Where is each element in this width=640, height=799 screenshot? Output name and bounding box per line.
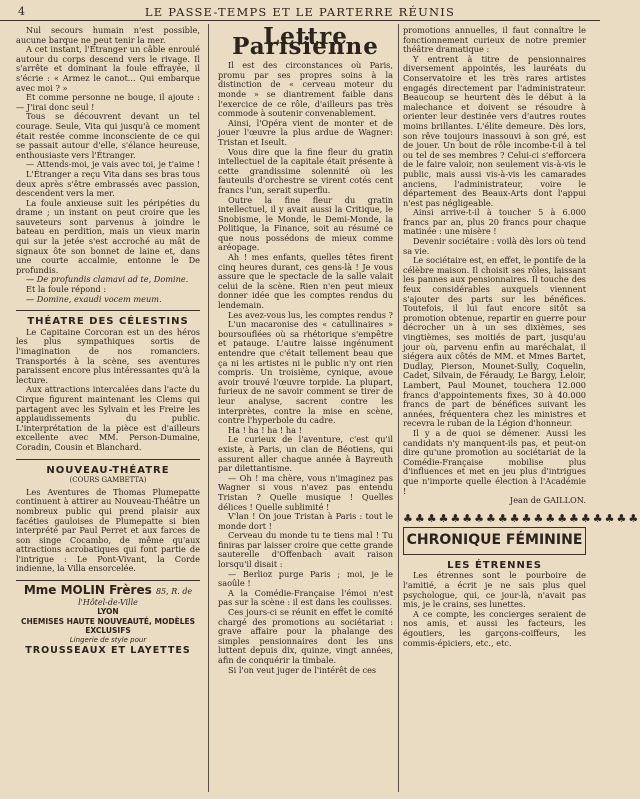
column-divider	[208, 24, 209, 792]
paragraph: Ha ! ha ! ha ! ha !	[228, 424, 302, 435]
paragraph: Si l'on veut juger de l'intérêt de ces	[228, 664, 377, 675]
paragraph: Vous dire que la fine fleur du gratin intellectuel de la capitale était présente à cette grandissime solennité où les fauteuils d'orchestre se virent cotés cent francs l'un, serait superflu.	[218, 146, 393, 195]
paragraph: La foule anxieuse suit les péripéties du drame ; un instant on peut croire que les sauveteurs sont parvenus à joindre le bateau en perdition, mais un vieux marin qui sur la jetée s'est accroché au mât de signaux ôte son bonnet de laine et, dans une courte accalmie, entonne le De profundis.	[16, 197, 200, 275]
paragraph: — Domine, exaudi vocem meum.	[26, 293, 162, 304]
page-number: 4	[18, 5, 25, 18]
paragraph: Y entrent à titre de pensionnaires diversement appointés, les lauréats du Conservatoire et les très rares artistes engagés directement par l'administrateur. Beaucoup se heurtent dès le début à la malechance et doivent se résoudre à orienter leur destinée vers d'autres routes moins brillantes. L'élite demeure. Dès lors, son rêve toujours inassouvi à son gré, est de jouer. Un bout de rôle incombe-t-il à tel ou tel de ses membres ? Celui-ci s'efforcera de le faire valoir, non seulement vis-à-vis le public, mais aussi vis-à-vis les camarades anciens, l'administrateur, voire le département des Beaux-Arts dont l'appui n'est pas négligeable.	[403, 53, 586, 208]
signature: Jean de GAILLON.	[509, 495, 586, 506]
column-divider	[398, 24, 399, 792]
journal-title: LE PASSE-TEMPS ET LE PARTERRE RÉUNIS	[144, 5, 456, 19]
ad-name: Mme MOLIN Frères 85, R. de l'Hôtel-de-Ville	[23, 583, 193, 607]
ad-line: CHEMISES HAUTE NOUVEAUTÉ, MODÈLES EXCLUSIFS	[20, 616, 195, 636]
ad-line: Lingerie de style pour	[69, 636, 147, 645]
paragraph: A la Comédie-Française l'émoi n'est pas sur la scène : il est dans les coulisses.	[218, 587, 393, 608]
paragraph: Les étrennes sont le pourboire de l'amitié, a écrit je ne sais plus quel psychologue, qui, ce jour-là, n'avait pas mis, je le crains, ses lunettes.	[403, 570, 586, 610]
paragraph: V'lan ! On joue Tristan à Paris : tout le monde dort !	[218, 511, 393, 531]
paragraph: — Attends-moi, je vais avec toi, je t'aime !	[26, 159, 201, 170]
paragraph: Ainsi, l'Opéra vient de monter et de jouer l'œuvre la plus ardue de Wagner: Tristan et Iseult.	[218, 117, 393, 147]
section-title-box: CHRONIQUE FÉMININE	[403, 527, 586, 555]
section-rule	[16, 459, 200, 460]
section-heading: NOUVEAU-THÉATRE	[46, 464, 170, 476]
paragraph: Le curieux de l'aventure, c'est qu'il existe, à Paris, un clan de Béotiens, qui assurent aller chaque année à Bayreuth par dilettantisme.	[218, 434, 393, 474]
column-2	[218, 23, 393, 792]
ad-address: 85, R. de l'Hôtel-de-Ville	[78, 587, 193, 607]
paragraph: Et la foule répond :	[26, 284, 107, 295]
paragraph: A ce compte, les concierges seraient de nos amis, et aussi les facteurs, les égoutiers, les garçons-coiffeurs, les commis-épiciers, etc., etc.	[403, 608, 586, 648]
paragraph: Devenir sociétaire : voilà dès lors où tend sa vie.	[403, 236, 586, 256]
column-1	[16, 26, 200, 792]
section-subheading: (COURS GAMBETTA)	[69, 476, 147, 485]
paragraph: Aux attractions intercalées dans l'acte du Cirque figurent maintenant les Clems qui partagent avec les Sylvain et les Freire les applaudissements du public. L'interprétation de la pièce est d'ailleurs excellente avec MM. Person-Dumaine, Coradin, Cousin et Blanchard.	[16, 384, 200, 452]
paragraph: Il y a de quoi se démener. Aussi les candidats n'y manquent-ils pas, et peut-on dire qu'une promotion au sociétariat de la Comédie-Française mobilise plus d'influences et met en jeu plus d'intrigues que n'importe quelle élection à l'Académie !	[403, 427, 586, 496]
paragraph: L'un macaronise des « catullinaires » boursouflées où sa rhétorique s'empêtre et patauge. L'autre laisse ingénument entendre que c'était tellement beau que ça ni les artistes ni le public n'y ont rien compris. Un troisième, cynique, avoue avoir trouvé l'œuvre torpide. La plupart, furieux de ne savoir comment se tirer de leur analyse, sacrent contre les interprètes, contre la mise en scène, contre l'hyperbole du cadre.	[218, 319, 393, 426]
section-heading: THÉATRE DES CÉLESTINS	[27, 316, 189, 328]
paragraph: Tous se découvrent devant un tel courage. Seule, Vita qui jusqu'à ce moment était restée comme inconsciente de ce qui se passait autour d'elle, s'élance heureuse, enthousiaste vers l'Étranger.	[16, 111, 200, 160]
paragraph: Ces jours-ci se réunit en effet le comité chargé des promotions au sociétariat : grave affaire pour la phalange des simples pensionnaires dont les uns luttent depuis dix, quinze, vingt années, afin de conquérir la timbale.	[218, 607, 393, 665]
paragraph: Ainsi arrive-t-il à toucher 5 à 6.000 francs par an, plus 20 francs pour chaque matinée : une misère !	[403, 207, 586, 237]
advertisement	[16, 580, 200, 655]
section-rule	[16, 310, 200, 311]
paragraph: — Oh ! ma chère, vous n'imaginez pas Wagner si vous n'avez pas entendu Tristan ? Quelle musique ! Quelles délices ! Quelle sublimité !	[218, 472, 393, 512]
paragraph: L'Étranger a reçu Vita dans ses bras tous deux après s'être embrassés avec passion, descendent vers la mer.	[16, 168, 200, 199]
article-title: Lettre Parisienne	[232, 23, 379, 60]
column-3	[403, 25, 640, 792]
paragraph: — De profundis clamavi ad te, Domine.	[26, 274, 189, 285]
paragraph: promotions annuelles, il faut connaître le fonctionnement curieux de notre premier théâtre dramatique :	[403, 25, 586, 55]
paragraph: Et comme personne ne bouge, il ajoute : — J'irai donc seul !	[16, 92, 200, 112]
paragraph: Nul secours humain n'est possible, aucune barque ne peut tenir la mer.	[16, 25, 200, 45]
paragraph: Les Aventures de Thomas Plumepatte continuent à attirer au Nouveau-Théâtre un nombreux public qui prend plaisir aux facéties gauloises de Plumepatte si bien interprété par Paul Perret et aux farces de son singe Cocambo, de même qu'aux attractions acrobatiques qui font partie de l'intrigue : Le Pont-Vivant, la Corde indienne, la Villa ensorcelée.	[16, 486, 200, 574]
paragraph: — Berlioz purge Paris ; moi, je le saoûle !	[218, 568, 393, 589]
section-heading: LES ÉTRENNES	[447, 559, 542, 571]
paragraph: Le sociétaire est, en effet, le pontife de la célèbre maison. Il choisit ses rôles, laissant les pannes aux pensionnaires. Il touche des feux considérables auxquels viennent s'ajouter des parts sur les bénéfices. Toutefois, il lui faut encore sitôt sa promotion obtenue, repartir en guerre pour décrocher un à un ses dixièmes, ses vingtièmes, ses moitiés de part, jusqu'au jour où, parvenu enfin au maréchalat, il siégera aux côtés de MM. et Mmes Bartet, Dudlay, Pierson, Mounet-Sully, Coquelin, Cadet, Silvain, de Féraudy, Le Bargy, Leloir, Lambert, Paul Mounet, touchera 12.000 francs d'appointements fixes, 30 à 40.000 francs de part de bénéfices suivant les années, fréquentera chez les ministres et recevra le ruban de la Légion d'honneur.	[403, 255, 586, 429]
paragraph: Cerveau du monde tu te tiens mal ! Tu finiras par laisser croire que cette grande sauterelle d'Offenbach avait raison lorsqu'il disait :	[218, 530, 393, 570]
ad-line: TROUSSEAUX ET LAYETTES	[25, 644, 191, 656]
ornament-divider: ♣♣♣♣♣♣♣♣♣♣♣♣♣♣♣♣♣♣♣♣	[403, 511, 640, 525]
paragraph: Outre la fine fleur du gratin intellectuel, il y avait aussi la Critique, le Snobisme, le Monde, le Demi-Monde, la Politique, la Finance, soit au résumé ce que nous possédons de mieux comme aréopage.	[218, 194, 393, 253]
paragraph: Les avez-vous lus, les comptes rendus ?	[228, 309, 393, 320]
paragraph: Ah ! mes enfants, quelles têtes firent cinq heures durant, ces gens-là ! Je vous assure que le spectacle de la salle valait celui de la scène. Rien n'en peut mieux donner idée que les comptes rendus du lendemain.	[218, 252, 393, 311]
paragraph: Le Capitaine Corcoran est un des héros les plus sympathiques sortis de l'imagination de nos romanciers. Transportés à la scène, ses aventures paraissent encore plus intéressantes qu'à la lecture.	[16, 326, 200, 385]
page-header	[0, 4, 600, 21]
ad-city: LYON	[97, 607, 119, 617]
paragraph: A cet instant, l'Étranger un câble enroulé autour du corps descend vers le rivage. Il s'arrête et dominant la foule effrayée, il s'écrie : « Armez le canot... Qui embarque avec moi ? »	[16, 44, 200, 93]
paragraph: Il est des circonstances où Paris, promu par ses propres soins à la distinction de « cerveau moteur du monde » se diantrement faible dans l'exercice de ce rôle, d'ailleurs pas très commode à soutenir convenablement.	[218, 60, 393, 119]
